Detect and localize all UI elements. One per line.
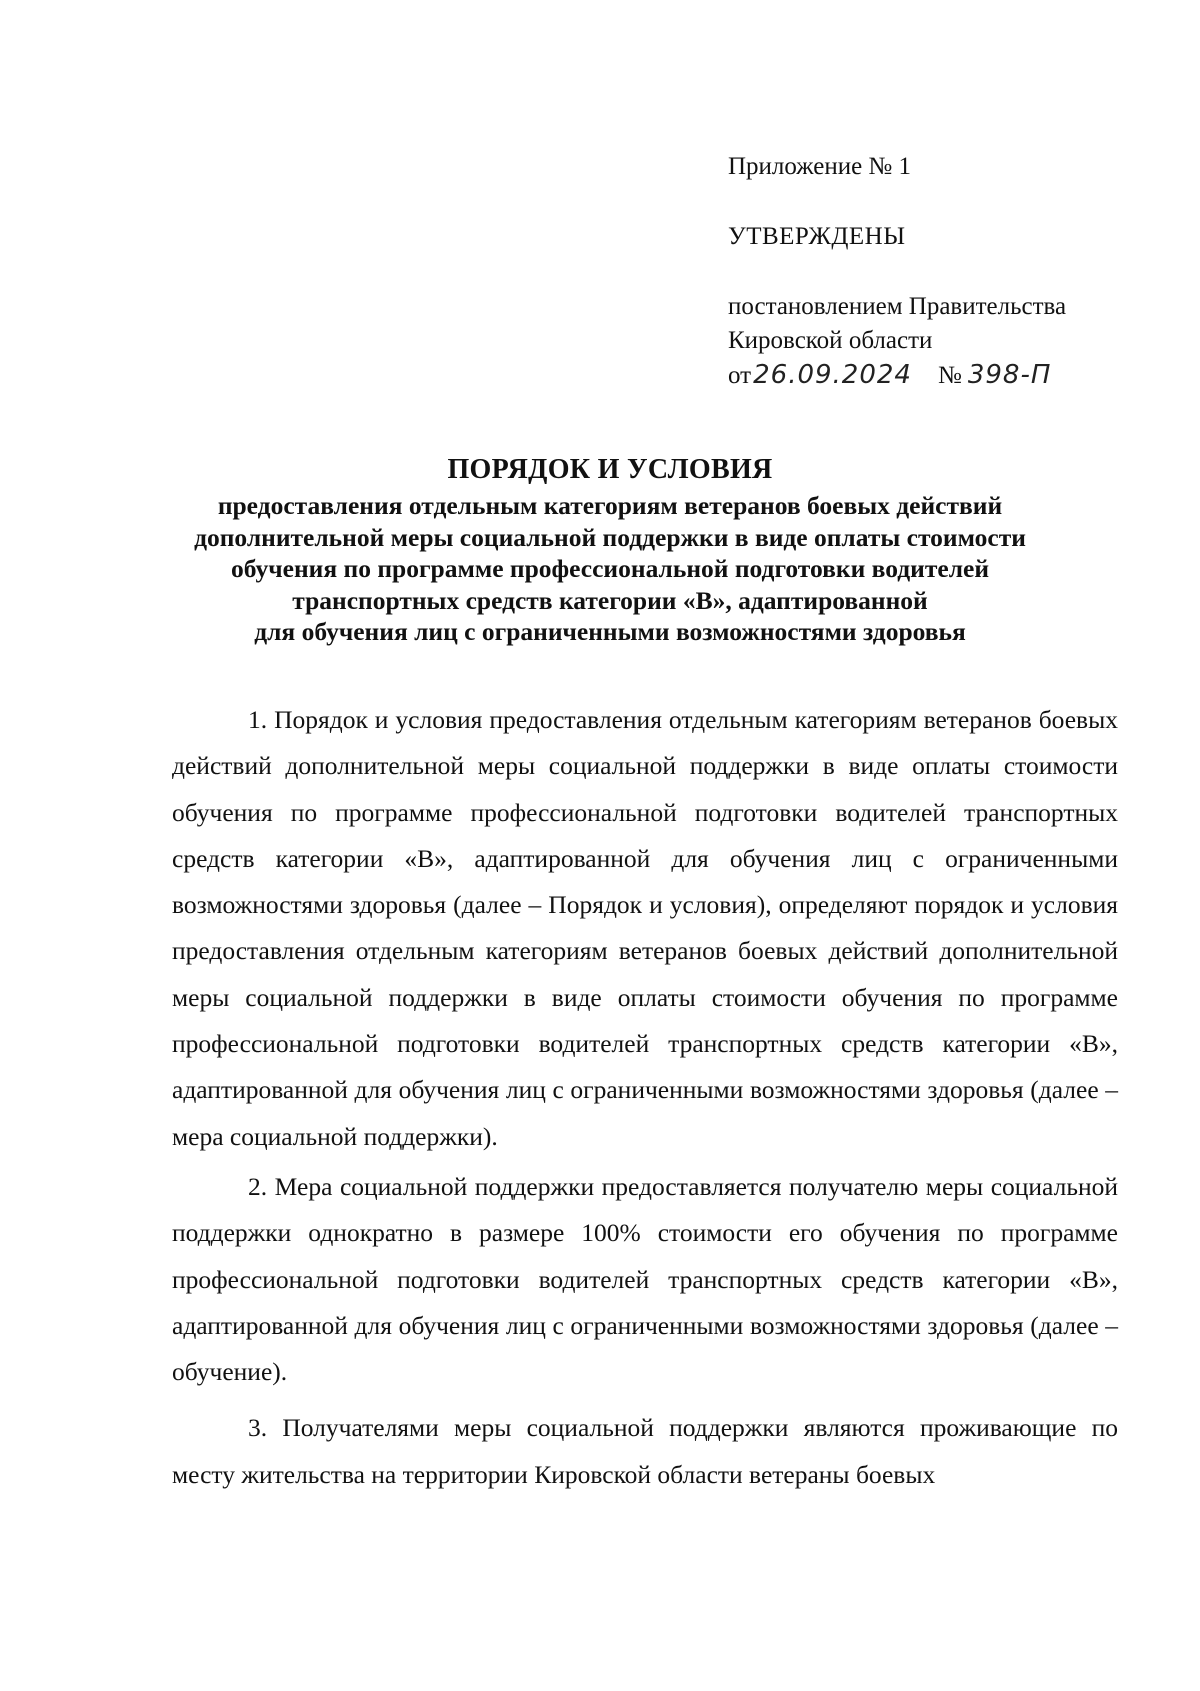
subtitle-line: дополнительной меры социальной поддержки в виде оплаты стоимости (194, 522, 1026, 552)
paragraph-2: 2. Мера социальной поддержки предоставляется получателю меры социальной поддержки однократно в размере 100% стоимости его обучения по программе профессиональной подготовки водителей транспортных средств категории «В», адаптированной для обучения лиц с ограниченными возможностями здоровья (далее – обучение). (172, 1171, 1118, 1387)
subtitle-line: обучения по программе профессиональной подготовки водителей (230, 554, 990, 583)
paragraph-3: 3. Получателями меры социальной поддержки являются проживающие по месту жительства на территории Кировской области ветераны боевых (172, 1413, 1118, 1489)
appendix-label: Приложение № 1 (728, 153, 912, 180)
handwritten-number: 398-П (967, 360, 1052, 390)
decree-line-2: Кировской области (728, 327, 933, 354)
main-title: ПОРЯДОК И УСЛОВИЯ (447, 454, 773, 485)
body-text (172, 697, 1118, 1498)
handwritten-date: 26.09.2024 (753, 360, 912, 390)
decree-date-line (728, 358, 1168, 393)
subtitle-line: транспортных средств категории «В», адаптированной (292, 585, 928, 615)
document-title (150, 452, 1070, 648)
decree-line-1: постановлением Правительства (728, 293, 1067, 320)
subtitle-line: предоставления отдельным категориям ветеранов боевых действий (217, 491, 1003, 520)
subtitle-line: для обучения лиц с ограниченными возможностями здоровья (254, 617, 966, 646)
title-subtitle (150, 490, 1070, 648)
paragraph-1: 1. Порядок и условия предоставления отдельным категориям ветеранов боевых действий дополнительной меры социальной поддержки в виде оплаты стоимости обучения по программе профессиональной подготовки водителей транспортных средств категории «В», адаптированной для обучения лиц с ограниченными возможностями здоровья (далее – Порядок и условия), определяют порядок и условия предоставления отдельным категориям ветеранов боевых действий дополнительной меры социальной поддержки в виде оплаты стоимости обучения по программе профессиональной подготовки водителей транспортных средств категории «В», адаптированной для обучения лиц с ограниченными возможностями здоровья (далее – мера социальной поддержки). (172, 705, 1118, 1151)
number-prefix: № (937, 362, 962, 389)
date-prefix: от (728, 362, 752, 389)
approval-block (728, 150, 1168, 393)
approved-label: УТВЕРЖДЕНЫ (728, 223, 906, 250)
